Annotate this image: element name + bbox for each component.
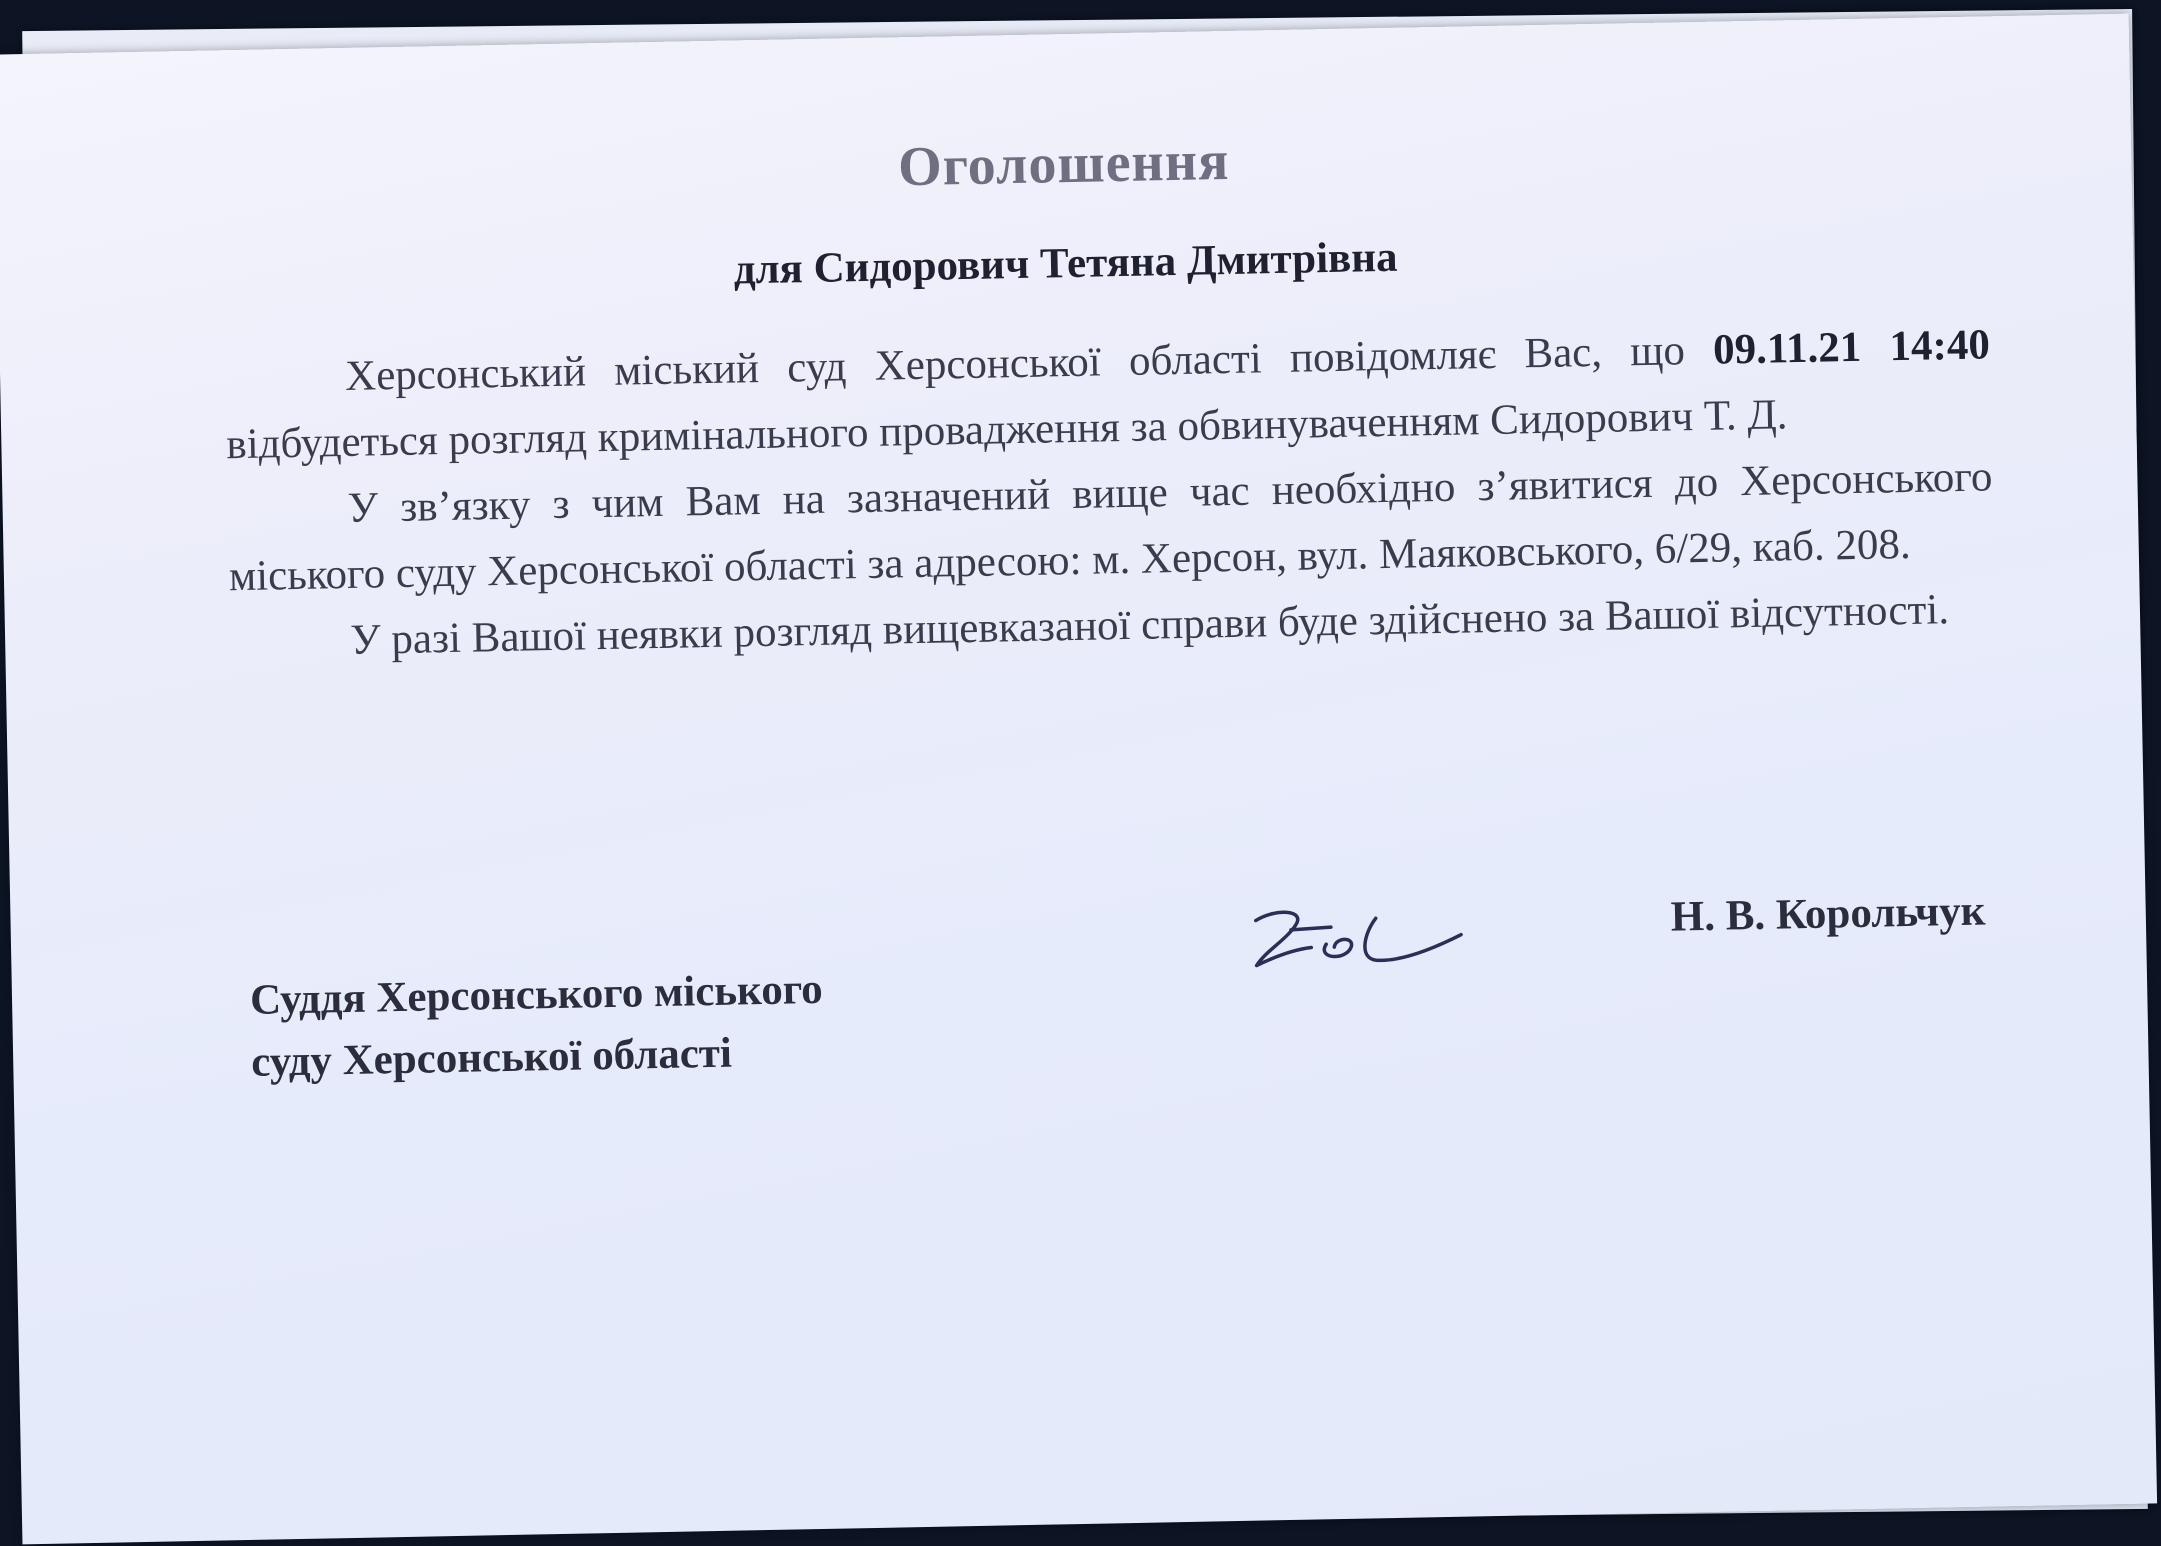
hearing-datetime: 09.11.21 14:40 bbox=[1712, 321, 1991, 374]
notice-sheet bbox=[0, 14, 2157, 1545]
judge-title-line2: суду Херсонської області bbox=[250, 1029, 733, 1086]
notice-body bbox=[225, 312, 1996, 676]
judge-name: Н. В. Корольчук bbox=[1670, 887, 1986, 941]
paragraph-hearing-rest: відбудеться розгляд кримінального провадження за обвинуваченням Сидорович Т. Д. bbox=[225, 391, 1788, 469]
paragraph-address: У зв’язку з чим Вам на зазначений вище час необхідно з’явитися до Херсонського міського суду Херсонської області за адресою: м. Херсон, вул. Маяковського, 6/29, каб. 208. bbox=[228, 453, 1993, 601]
addressee-line: для Сидорович Тетяна Дмитрівна bbox=[733, 233, 1398, 294]
judge-title-line1: Суддя Херсонського міського bbox=[249, 965, 824, 1024]
paragraph-hearing-intro: Херсонський міський суд Херсонської області повідомляє Вас, що bbox=[344, 326, 1714, 400]
paragraph-absence: У разі Вашої неявки розгляд вищевказаної справи буде здійснено за Вашої відсутності. bbox=[349, 586, 1950, 664]
handwritten-signature bbox=[1235, 887, 1467, 991]
document-title: Оголошення bbox=[897, 129, 1230, 199]
judge-title bbox=[250, 959, 825, 1094]
